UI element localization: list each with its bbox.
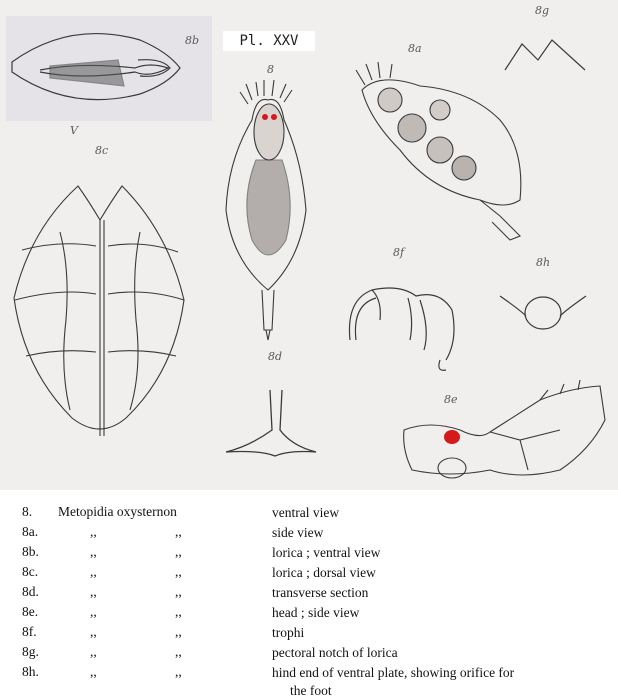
figure-8d-transverse-section [226,390,316,456]
label-8f: 8f [393,246,405,259]
caption-row: 8b. ,, ,, lorica ; ventral view [22,544,381,560]
label-8a: 8a [408,42,422,55]
caption-row: 8h. ,, ,, hind end of ventral plate, showing orifice for the foot [22,664,515,698]
figure-8g-pectoral-notch [505,40,585,70]
species-name: Metopidia oxysternon [58,504,177,519]
figure-8e-head-side-view [404,380,605,478]
figure-8-ventral-view [226,80,306,340]
figure-caption [0,500,618,700]
label-mark: V [70,124,78,137]
caption-row: 8. Metopidia oxysternon ventral view [22,504,340,520]
plate-title: Pl. XXV [223,31,315,51]
label-8g: 8g [535,4,550,17]
caption-row: 8a. ,, ,, side view [22,524,324,540]
label-8b: 8b [185,34,200,47]
figure-8h-hind-end [500,296,586,329]
figure-8a-side-view [356,62,521,240]
label-8e: 8e [444,393,458,406]
label-8h: 8h [536,256,551,269]
figure-8f-trophi [349,288,454,370]
figure-8b-lorica-ventral [12,34,180,100]
label-8c: 8c [95,144,109,157]
caption-row: 8g. ,, ,, pectoral notch of lorica [22,644,398,660]
label-8d: 8d [268,350,283,363]
figure-8c-lorica-dorsal [14,186,184,436]
caption-row: 8c. ,, ,, lorica ; dorsal view [22,564,376,580]
caption-row: 8e. ,, ,, head ; side view [22,604,360,620]
caption-row: 8d. ,, ,, transverse section [22,584,369,600]
caption-row: 8f. ,, ,, trophi [22,624,305,640]
label-8: 8 [267,63,274,76]
